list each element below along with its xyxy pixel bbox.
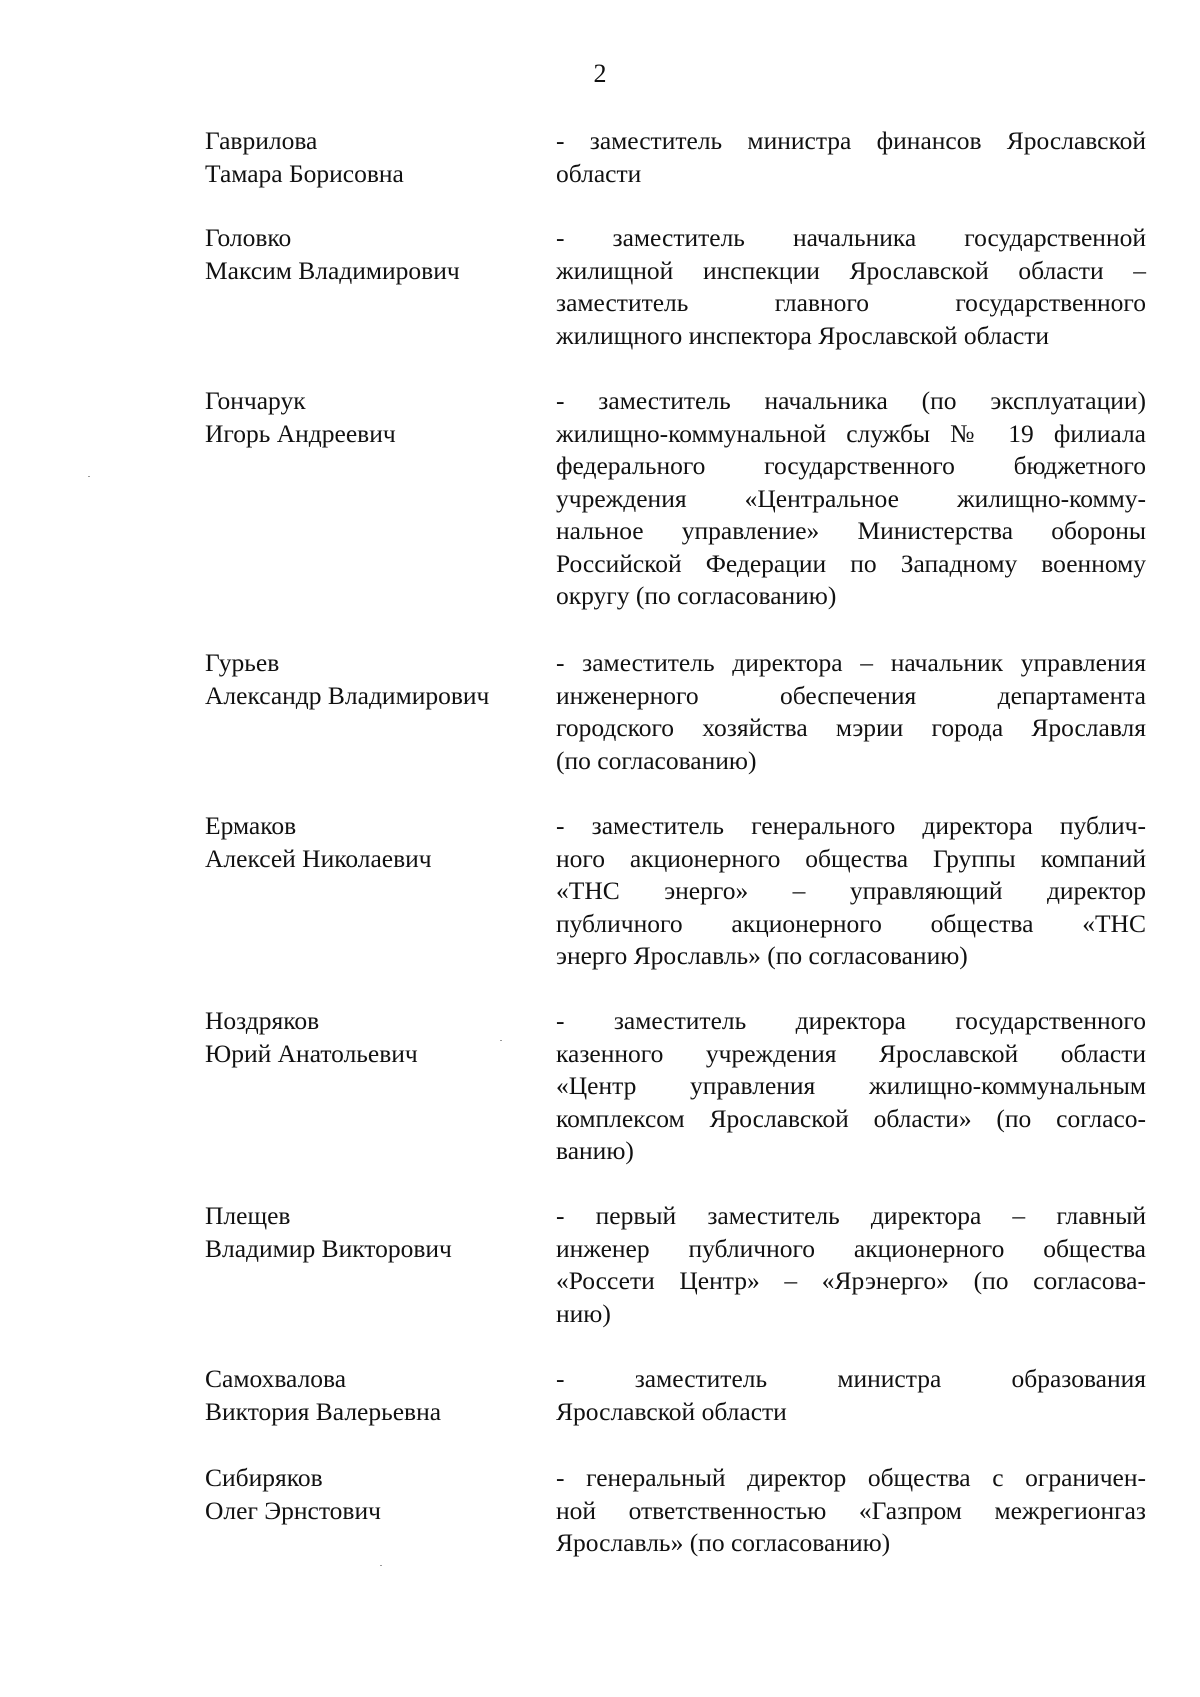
position-line: федерального государственного бюджетного (556, 451, 1146, 480)
position-line: Российской Федерации по Западному военному (556, 548, 1146, 578)
member-surname: Гурьев (205, 648, 280, 677)
member-given-names: Александр Владимирович (205, 680, 490, 710)
member-position (556, 125, 1146, 190)
member-name (205, 222, 535, 287)
member-given-names: Юрий Анатольевич (205, 1038, 418, 1068)
member-position (556, 647, 1146, 777)
member-name (205, 1005, 535, 1070)
member-name (205, 647, 535, 712)
member-given-names: Владимир Викторович (205, 1233, 452, 1263)
member-position (556, 1200, 1146, 1330)
position-line: Ярославской области (556, 1396, 787, 1426)
member-surname: Ермаков (205, 811, 297, 840)
position-line: энерго Ярославль» (по согласованию) (556, 941, 968, 970)
position-line: - заместитель министра образования (556, 1364, 1146, 1393)
scan-speck (500, 1040, 502, 1041)
position-line: области (556, 158, 642, 188)
member-surname: Гончарук (205, 386, 306, 415)
scan-speck (88, 476, 90, 477)
position-line: ной ответственностью «Газпром межрегионгаз (556, 1495, 1146, 1525)
member-surname: Плещев (205, 1201, 291, 1230)
position-line: - генеральный директор общества с ограничен- (556, 1463, 1146, 1492)
position-line: жилищно-коммунальной службы № 19 филиала (556, 418, 1146, 448)
member-given-names: Виктория Валерьевна (205, 1396, 442, 1426)
position-line: - заместитель начальника государственной (556, 223, 1146, 252)
position-line: - заместитель министра финансов Ярославской (556, 126, 1146, 155)
position-line: округу (по согласованию) (556, 581, 837, 610)
position-line: - заместитель директора – начальник управления (556, 648, 1146, 677)
member-surname: Сибиряков (205, 1463, 323, 1492)
position-line: жилищного инспектора Ярославской области (556, 320, 1050, 350)
position-line: городского хозяйства мэрии города Ярославля (556, 713, 1146, 742)
position-line: жилищной инспекции Ярославской области – (556, 255, 1146, 285)
position-line: публичного акционерного общества «ТНС (556, 908, 1146, 938)
member-given-names: Максим Владимирович (205, 255, 460, 285)
position-line: нальное управление» Министерства обороны (556, 516, 1146, 545)
member-surname: Гаврилова (205, 126, 318, 155)
position-line: (по согласованию) (556, 745, 757, 775)
position-line: инженер публичного акционерного общества (556, 1233, 1146, 1263)
position-line: ванию) (556, 1136, 634, 1165)
member-position (556, 810, 1146, 973)
position-line: учреждения «Центральное жилищно-комму- (556, 483, 1146, 513)
position-line: заместитель главного государственного (556, 288, 1146, 317)
position-line: «Центр управления жилищно-коммунальным (556, 1071, 1146, 1100)
member-name (205, 125, 535, 190)
member-name (205, 385, 535, 450)
member-surname: Головко (205, 223, 292, 252)
scan-speck (380, 1565, 382, 1566)
member-position (556, 222, 1146, 352)
position-line: Ярославль» (по согласованию) (556, 1528, 891, 1557)
member-given-names: Олег Эрнстович (205, 1495, 381, 1525)
position-line: - заместитель начальника (по эксплуатации) (556, 386, 1146, 415)
member-name (205, 810, 535, 875)
member-surname: Ноздряков (205, 1006, 320, 1035)
member-name (205, 1200, 535, 1265)
position-line: - первый заместитель директора – главный (556, 1201, 1146, 1230)
position-line: нию) (556, 1298, 611, 1328)
position-line: казенного учреждения Ярославской области (556, 1038, 1146, 1068)
position-line: «Россети Центр» – «Ярэнерго» (по согласова- (556, 1266, 1146, 1295)
member-position (556, 1363, 1146, 1428)
member-given-names: Алексей Николаевич (205, 843, 432, 873)
position-line: - заместитель директора государственного (556, 1006, 1146, 1035)
page-number: 2 (593, 59, 607, 88)
position-line: инженерного обеспечения департамента (556, 680, 1146, 710)
member-given-names: Тамара Борисовна (205, 158, 404, 188)
member-position (556, 385, 1146, 613)
position-line: комплексом Ярославской области» (по согласо- (556, 1103, 1146, 1133)
member-surname: Самохвалова (205, 1364, 347, 1393)
position-line: ного акционерного общества Группы компаний (556, 843, 1146, 873)
member-name (205, 1363, 535, 1428)
member-name (205, 1462, 535, 1527)
position-line: «ТНС энерго» – управляющий директор (556, 876, 1146, 905)
member-position (556, 1005, 1146, 1168)
member-position (556, 1462, 1146, 1560)
member-given-names: Игорь Андреевич (205, 418, 396, 448)
position-line: - заместитель генерального директора публич- (556, 811, 1146, 840)
